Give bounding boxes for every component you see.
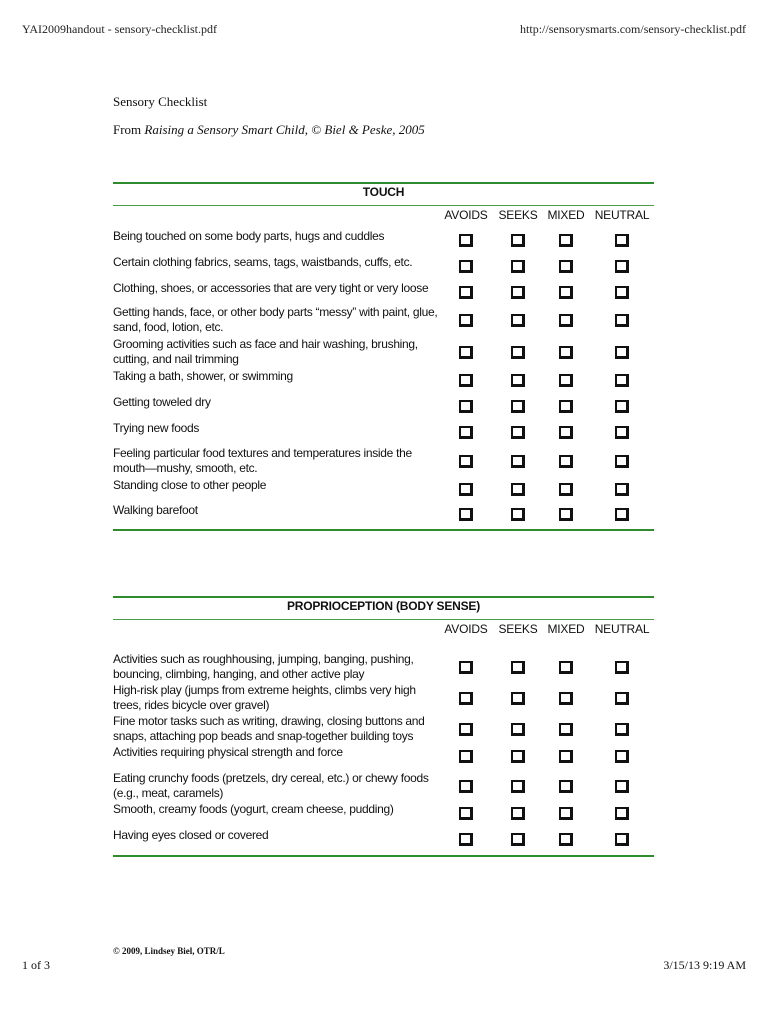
- checkbox-avoids[interactable]: [459, 723, 473, 736]
- checkbox-seeks[interactable]: [511, 286, 525, 299]
- checkbox-seeks[interactable]: [511, 483, 525, 496]
- checkbox-seeks[interactable]: [511, 374, 525, 387]
- checkbox-avoids[interactable]: [459, 483, 473, 496]
- checkbox-seeks[interactable]: [511, 346, 525, 359]
- checkbox-avoids[interactable]: [459, 750, 473, 763]
- checkbox-neutral[interactable]: [615, 807, 629, 820]
- checkbox-mixed[interactable]: [559, 234, 573, 247]
- checkbox-neutral[interactable]: [615, 346, 629, 359]
- column-header-mixed: MIXED: [547, 208, 585, 222]
- checkbox-neutral[interactable]: [615, 780, 629, 793]
- checkbox-avoids[interactable]: [459, 400, 473, 413]
- checkbox-seeks[interactable]: [511, 723, 525, 736]
- checkbox-seeks[interactable]: [511, 833, 525, 846]
- checkbox-neutral[interactable]: [615, 692, 629, 705]
- checkbox-avoids[interactable]: [459, 426, 473, 439]
- item-label: High-risk play (jumps from extreme heights, climbs very high trees, rides bicycle over gravel): [113, 683, 416, 712]
- checkbox-seeks[interactable]: [511, 234, 525, 247]
- checkbox-avoids[interactable]: [459, 807, 473, 820]
- section-header-rule: [113, 619, 654, 620]
- checkbox-seeks[interactable]: [511, 692, 525, 705]
- checkbox-mixed[interactable]: [559, 483, 573, 496]
- checkbox-avoids[interactable]: [459, 833, 473, 846]
- checkbox-avoids[interactable]: [459, 234, 473, 247]
- checkbox-mixed[interactable]: [559, 807, 573, 820]
- checkbox-mixed[interactable]: [559, 750, 573, 763]
- pdf-filename: YAI2009handout - sensory-checklist.pdf: [22, 22, 217, 36]
- checkbox-mixed[interactable]: [559, 661, 573, 674]
- item-label: Having eyes closed or covered: [113, 828, 269, 842]
- checkbox-mixed[interactable]: [559, 314, 573, 327]
- item-label: Standing close to other people: [113, 478, 267, 492]
- item-label: Fine motor tasks such as writing, drawing, closing buttons and snaps, attaching pop beads and snap-together building toys: [113, 714, 425, 743]
- checkbox-mixed[interactable]: [559, 508, 573, 521]
- item-label: Trying new foods: [113, 421, 200, 435]
- subtitle-source: Raising a Sensory Smart Child, © Biel & Peske, 2005: [144, 122, 425, 137]
- section-bottom-rule: [113, 529, 654, 531]
- checkbox-avoids[interactable]: [459, 692, 473, 705]
- section-header-rule: [113, 205, 654, 206]
- checkbox-avoids[interactable]: [459, 508, 473, 521]
- section-title: PROPRIOCEPTION (BODY SENSE): [286, 599, 481, 613]
- item-label: Feeling particular food textures and temperatures inside the mouth—mushy, smooth, etc.: [113, 446, 412, 475]
- document-title: Sensory Checklist: [113, 94, 208, 109]
- checkbox-mixed[interactable]: [559, 400, 573, 413]
- column-header-neutral: NEUTRAL: [594, 208, 650, 222]
- checkbox-mixed[interactable]: [559, 374, 573, 387]
- section-title: TOUCH: [362, 185, 405, 199]
- column-header-avoids: AVOIDS: [444, 622, 488, 636]
- checkbox-neutral[interactable]: [615, 400, 629, 413]
- checkbox-neutral[interactable]: [615, 286, 629, 299]
- print-timestamp: 3/15/13 9:19 AM: [663, 958, 746, 972]
- checkbox-seeks[interactable]: [511, 426, 525, 439]
- checkbox-mixed[interactable]: [559, 833, 573, 846]
- checkbox-neutral[interactable]: [615, 314, 629, 327]
- checkbox-mixed[interactable]: [559, 780, 573, 793]
- item-label: Activities such as roughhousing, jumping, banging, pushing, bouncing, climbing, hanging, and other active play: [113, 652, 414, 681]
- checkbox-neutral[interactable]: [615, 661, 629, 674]
- checkbox-neutral[interactable]: [615, 508, 629, 521]
- checkbox-seeks[interactable]: [511, 455, 525, 468]
- column-header-seeks: SEEKS: [498, 622, 538, 636]
- checkbox-neutral[interactable]: [615, 750, 629, 763]
- item-label: Activities requiring physical strength and force: [113, 745, 343, 759]
- checkbox-avoids[interactable]: [459, 374, 473, 387]
- item-label: Getting hands, face, or other body parts “messy” with paint, glue, sand, food, lotion, etc.: [113, 305, 438, 334]
- checkbox-seeks[interactable]: [511, 260, 525, 273]
- checkbox-mixed[interactable]: [559, 692, 573, 705]
- document-subtitle: [113, 122, 425, 138]
- checkbox-seeks[interactable]: [511, 508, 525, 521]
- checkbox-avoids[interactable]: [459, 314, 473, 327]
- checkbox-mixed[interactable]: [559, 723, 573, 736]
- checkbox-neutral[interactable]: [615, 426, 629, 439]
- item-label: Taking a bath, shower, or swimming: [113, 369, 293, 383]
- checkbox-neutral[interactable]: [615, 374, 629, 387]
- checkbox-seeks[interactable]: [511, 807, 525, 820]
- checkbox-mixed[interactable]: [559, 286, 573, 299]
- checkbox-neutral[interactable]: [615, 234, 629, 247]
- checkbox-neutral[interactable]: [615, 723, 629, 736]
- checkbox-seeks[interactable]: [511, 400, 525, 413]
- checkbox-avoids[interactable]: [459, 455, 473, 468]
- subtitle-prefix: From: [113, 122, 145, 137]
- column-header-seeks: SEEKS: [498, 208, 538, 222]
- item-label: Eating crunchy foods (pretzels, dry cereal, etc.) or chewy foods (e.g., meat, caramels): [113, 771, 429, 800]
- section-top-rule: [113, 182, 654, 184]
- checkbox-seeks[interactable]: [511, 661, 525, 674]
- column-header-mixed: MIXED: [547, 622, 585, 636]
- item-label: Clothing, shoes, or accessories that are very tight or very loose: [113, 281, 429, 295]
- checkbox-avoids[interactable]: [459, 260, 473, 273]
- checkbox-seeks[interactable]: [511, 314, 525, 327]
- section-bottom-rule: [113, 855, 654, 857]
- checkbox-neutral[interactable]: [615, 455, 629, 468]
- column-header-neutral: NEUTRAL: [594, 622, 650, 636]
- checkbox-neutral[interactable]: [615, 483, 629, 496]
- item-label: Certain clothing fabrics, seams, tags, waistbands, cuffs, etc.: [113, 255, 413, 269]
- item-label: Being touched on some body parts, hugs and cuddles: [113, 229, 385, 243]
- checkbox-seeks[interactable]: [511, 750, 525, 763]
- checkbox-mixed[interactable]: [559, 346, 573, 359]
- checkbox-mixed[interactable]: [559, 426, 573, 439]
- checkbox-avoids[interactable]: [459, 661, 473, 674]
- section-top-rule: [113, 596, 654, 598]
- checkbox-mixed[interactable]: [559, 260, 573, 273]
- checkbox-neutral[interactable]: [615, 833, 629, 846]
- checkbox-avoids[interactable]: [459, 286, 473, 299]
- footer-credit: © 2009, Lindsey Biel, OTR/L: [113, 946, 225, 956]
- column-header-avoids: AVOIDS: [444, 208, 488, 222]
- item-label: Grooming activities such as face and hair washing, brushing, cutting, and nail trimming: [113, 337, 418, 366]
- item-label: Getting toweled dry: [113, 395, 211, 409]
- item-label: Smooth, creamy foods (yogurt, cream cheese, pudding): [113, 802, 394, 816]
- checkbox-avoids[interactable]: [459, 780, 473, 793]
- checkbox-seeks[interactable]: [511, 780, 525, 793]
- source-url[interactable]: http://sensorysmarts.com/sensory-checklist.pdf: [520, 22, 746, 36]
- item-label: Walking barefoot: [113, 503, 198, 517]
- checkbox-avoids[interactable]: [459, 346, 473, 359]
- checkbox-mixed[interactable]: [559, 455, 573, 468]
- checkbox-neutral[interactable]: [615, 260, 629, 273]
- page-indicator: 1 of 3: [22, 958, 50, 972]
